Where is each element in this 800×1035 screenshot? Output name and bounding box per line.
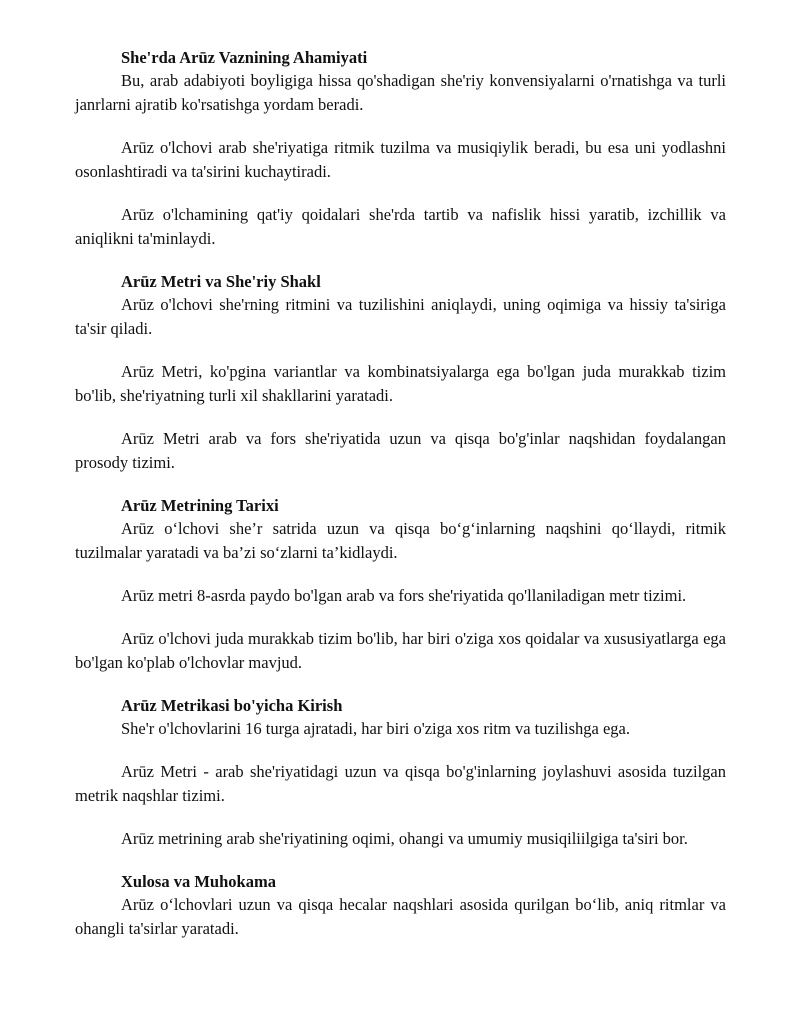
section-heading: Arūz Metri va She'riy Shakl <box>121 272 321 291</box>
section-conclusion <box>75 870 726 941</box>
paragraph: Arūz Metri, ko'pgina variantlar va kombinatsiyalarga ega bo'lgan juda murakkab tizim bo'lib, she'riyatning turli xil shakllarini yaratadi. <box>75 362 726 405</box>
paragraph: Arūz o'lchamining qat'iy qoidalari she'rda tartib va nafislik hissi yaratib, izchillik va aniqlikni ta'minlaydi. <box>75 205 726 248</box>
section-importance <box>75 46 726 251</box>
paragraph: Arūz metrining arab she'riyatining oqimi, ohangi va umumiy musiqiliilgiga ta'siri bor. <box>121 829 688 848</box>
paragraph: Arūz metri 8-asrda paydo bo'lgan arab va fors she'riyatida qo'llaniladigan metr tizimi. <box>121 586 687 605</box>
paragraph: Arūz o'lchovi she'rning ritmini va tuzilishini aniqlaydi, uning oqimiga va hissiy ta'siriga ta'sir qiladi. <box>75 295 726 338</box>
section-heading: She'rda Arūz Vaznining Ahamiyati <box>121 48 368 67</box>
section-history <box>75 494 726 675</box>
paragraph: She'r o'lchovlarini 16 turga ajratadi, har biri o'ziga xos ritm va tuzilishga ega. <box>121 719 630 738</box>
section-heading: Arūz Metrikasi bo'yicha Kirish <box>121 696 343 715</box>
paragraph: Arūz Metri arab va fors she'riyatida uzun va qisqa bo'g'inlar naqshidan foydalangan prosody tizimi. <box>75 429 726 472</box>
section-heading: Xulosa va Muhokama <box>121 872 276 891</box>
paragraph: Arūz Metri - arab she'riyatidagi uzun va qisqa bo'g'inlarning joylashuvi asosida tuzilgan metrik naqshlar tizimi. <box>75 762 726 805</box>
section-meter-and-form <box>75 270 726 475</box>
section-introduction <box>75 694 726 851</box>
paragraph: Arūz o‘lchovi she’r satrida uzun va qisqa bo‘g‘inlarning naqshini qo‘llaydi, ritmik tuzilmalar yaratadi va ba’zi so‘zlarni ta’kidlaydi. <box>75 519 726 562</box>
section-heading: Arūz Metrining Tarixi <box>121 496 279 515</box>
paragraph: Arūz o'lchovi juda murakkab tizim bo'lib, har biri o'ziga xos qoidalar va xususiyatlarga ega bo'lgan ko'plab o'lchovlar mavjud. <box>75 629 726 672</box>
paragraph: Arūz o‘lchovlari uzun va qisqa hecalar naqshlari asosida qurilgan bo‘lib, aniq ritmlar va ohangli ta'sirlar yaratadi. <box>75 895 726 938</box>
paragraph: Arūz o'lchovi arab she'riyatiga ritmik tuzilma va musiqiylik beradi, bu esa uni yodlashni osonlashtiradi va ta'sirini kuchaytiradi. <box>75 138 726 181</box>
paragraph: Bu, arab adabiyoti boyligiga hissa qo'shadigan she'riy konvensiyalarni o'rnatishga va turli janrlarni ajratib ko'rsatishga yordam beradi. <box>75 71 726 114</box>
